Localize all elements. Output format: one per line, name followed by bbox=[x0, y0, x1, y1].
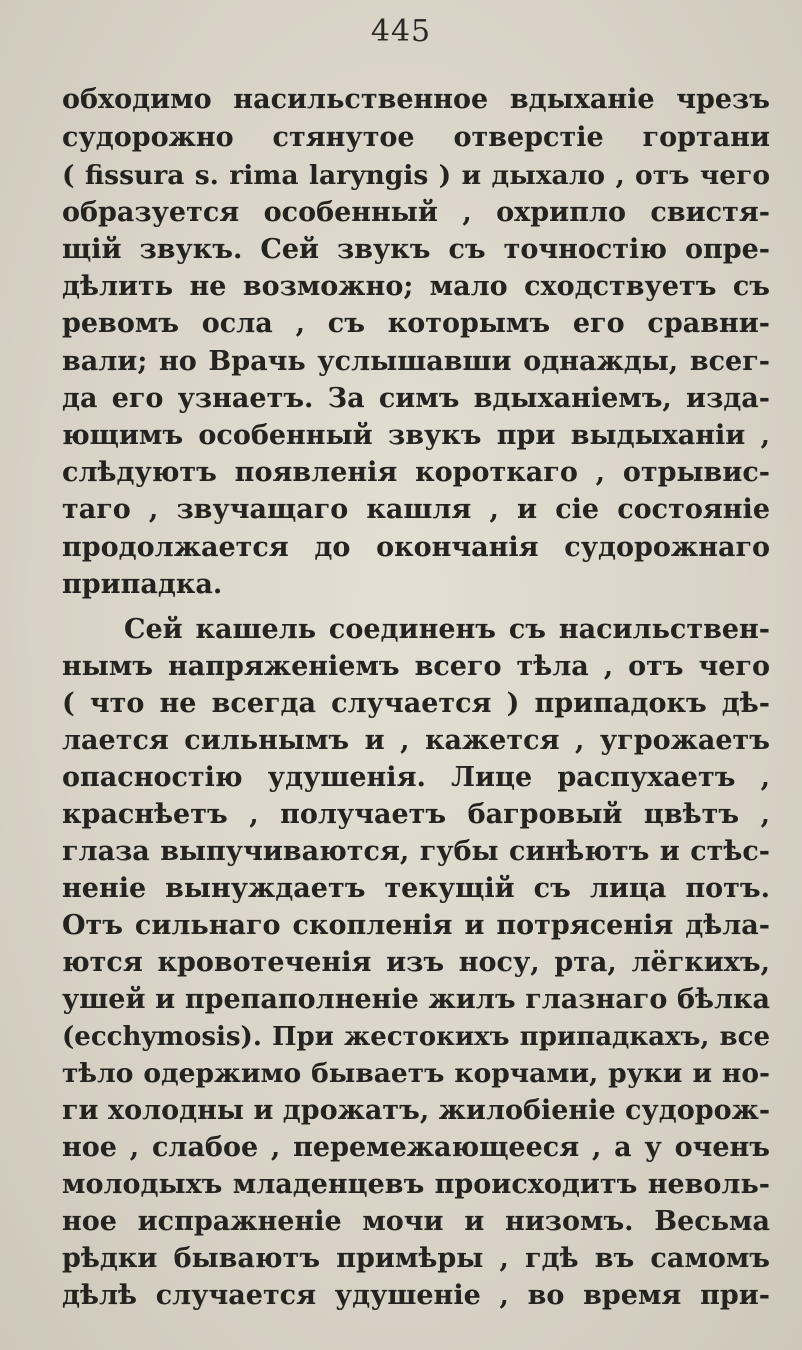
text-line: дѣлить не возможно; мало сходствуетъ съ bbox=[62, 271, 770, 302]
text-line: тѣло одержимо бываетъ корчами, руки и но- bbox=[62, 1058, 770, 1089]
text-line: рѣдки бываютъ примѣры , гдѣ въ самомъ bbox=[62, 1243, 770, 1274]
text-line: неніе вынуждаетъ текущій съ лица потъ. bbox=[62, 873, 770, 904]
text-line: лается сильнымъ и , кажется , угрожаетъ bbox=[62, 725, 770, 756]
text-line: таго , звучащаго кашля , и сіе состояніе bbox=[62, 494, 770, 525]
text-line: припадка. bbox=[62, 569, 223, 600]
page-number: 445 bbox=[370, 14, 432, 49]
text-line: ное испражненіе мочи и низомъ. Весьма bbox=[62, 1206, 770, 1237]
text-line: щій звукъ. Сей звукъ съ точностію опре- bbox=[62, 234, 770, 265]
text-line: ющимъ особенный звукъ при выдыханіи , bbox=[62, 420, 770, 451]
text-line: глаза выпучиваются, губы синѣютъ и стѣс- bbox=[62, 836, 770, 867]
text-line: дѣлѣ случается удушеніе , во время при- bbox=[62, 1280, 770, 1311]
text-line: обходимо насильственное вдыханіе чрезъ bbox=[62, 84, 770, 115]
text-line: ( что не всегда случается ) припадокъ дѣ- bbox=[62, 688, 770, 719]
text-line: ги холодны и дрожатъ, жилобіеніе судорож- bbox=[62, 1095, 771, 1126]
text-line: образуется особенный , охрипло свистя- bbox=[62, 197, 770, 228]
text-line: (ecchymosis). При жестокихъ припадкахъ, все bbox=[62, 1022, 770, 1052]
text-line: нымъ напряженіемъ всего тѣла , отъ чего bbox=[62, 651, 770, 682]
text-line: краснѣетъ , получаетъ багровый цвѣтъ , bbox=[62, 799, 770, 830]
text-line: ревомъ осла , съ которымъ его сравни- bbox=[62, 308, 770, 339]
text-line: Отъ сильнаго скопленія и потрясенія дѣла- bbox=[62, 910, 770, 941]
text-line: Сей кашель соединенъ съ насильствен- bbox=[124, 614, 770, 645]
text-line: опасностію удушенія. Лице распухаетъ , bbox=[62, 762, 770, 793]
text-line: слѣдуютъ появленія короткаго , отрывис- bbox=[62, 457, 770, 488]
text-line: вали; но Врачь услышавши однажды, всег- bbox=[62, 346, 770, 377]
text-line: ( fissura s. rima laryngis ) и дыхало , отъ чего bbox=[62, 160, 770, 191]
text-line: молодыхъ младенцевъ происходитъ неволь- bbox=[62, 1169, 770, 1200]
text-line: ушей и препаполненіе жилъ глазнаго бѣлка bbox=[62, 984, 770, 1015]
text-line: судорожно стянутое отверстіе гортани bbox=[62, 122, 770, 153]
text-line: продолжается до окончанія судорожнаго bbox=[62, 532, 770, 563]
text-line: ются кровотеченія изъ носу, рта, лёгкихъ, bbox=[62, 947, 770, 978]
text-line: ное , слабое , перемежающееся , а у оченъ bbox=[62, 1132, 770, 1163]
text-line: да его узнаетъ. За симъ вдыханіемъ, изда- bbox=[62, 383, 770, 414]
